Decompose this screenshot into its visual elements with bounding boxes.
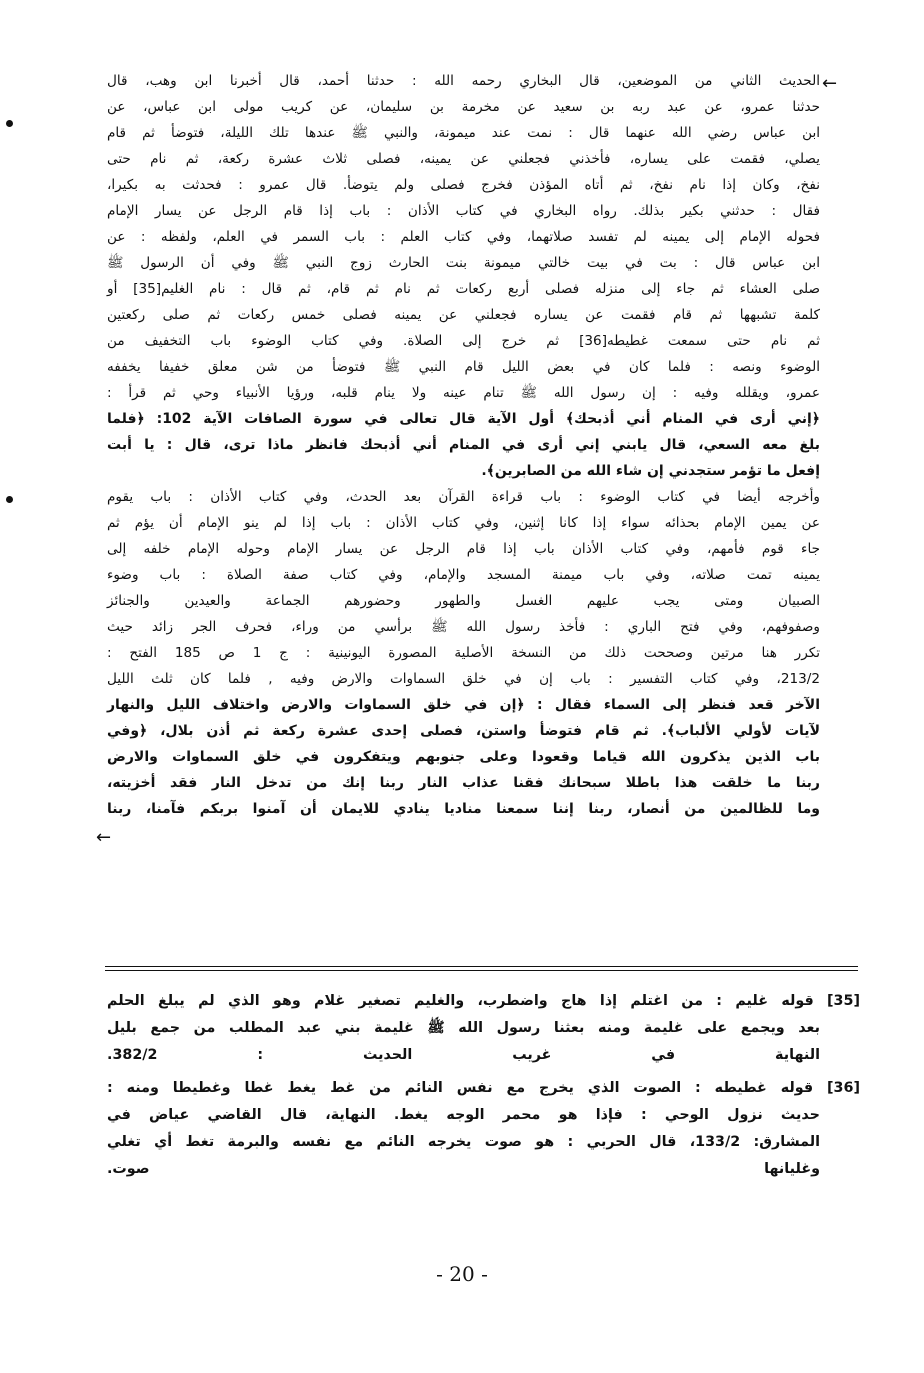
footnote-36: [36] قوله غطيطه : الصوت الذي يخرج مع نفس النائم من غط يغط غطا وغطيطا ومنه :: [107, 1080, 860, 1096]
body-line: يمينه تمت صلاته، وفي باب ميمنة المسجد والإمام، وفي كتاب صفة الصلاة : باب وضوء: [107, 567, 820, 583]
body-line: جاء قوم فأمهم، وفي كتاب الأذان باب إذا قام الرجل عن يسار الإمام وحوله الإمام خلفه إلى: [107, 541, 820, 557]
body-line: 213/2، وفي كتاب التفسير : باب إن في خلق السماوات والارض وفيه , فلما كان ثلث الليل: [107, 671, 820, 687]
quran-verse-line: بلغ معه السعي، قال يابني إني أرى في المنام أني أذبحك فانظر ماذا ترى، قال : يا أبت: [107, 437, 820, 453]
quran-verse-line: ﴿إني أرى في المنام أني أذبحك﴾ أول الآية قال تعالى في سورة الصافات الآية 102: ﴿فلما: [107, 411, 820, 427]
footnote-35: [35] قوله غليم : من اغتلم إذا هاج واضطرب، والغليم تصغير غلام وهو الذي لم يبلغ الحلم: [107, 993, 860, 1009]
body-line: صلى العشاء ثم جاء إلى منزله فصلى أربع ركعات ثم نام ثم قام، ثم قال : نام الغليم[35] أو: [107, 281, 820, 297]
body-line: ثم نام حتى سمعت غطيطه[36] ثم خرج إلى الصلاة. وفي كتاب الوضوء باب التخفيف من: [107, 333, 820, 349]
body-line: الحديث الثاني من الموضعين، قال البخاري رحمه الله : حدثنا أحمد، قال أخبرنا ابن وهب، قال: [107, 73, 820, 89]
body-line: حدثنا عمرو، عن عبد ربه بن سعيد عن مخرمة بن سليمان، عن كريب مولى ابن عباس، عن: [107, 99, 820, 115]
footnote-separator: [105, 970, 858, 971]
continuation-arrow-start: ←: [822, 73, 838, 94]
continuation-arrow-end: ←: [96, 827, 112, 848]
footnote-line: وغليانها صوت.: [107, 1161, 820, 1177]
scan-speck: [6, 496, 13, 503]
footnote-line: المشارق: 133/2، قال الحربي : هو صوت يخرجه النائم مع نفسه والبرمة تغط أي تغلي: [107, 1134, 821, 1150]
body-line: ابن عباس رضي الله عنهما قال : نمت عند ميمونة، والنبي ﷺ عندها تلك الليلة، فتوضأ ثم قام: [107, 125, 820, 141]
body-line: عمرو، ويقلله وفيه : إن رسول الله ﷺ تنام عينه ولا ينام قلبه، ورؤيا الأنبياء وحي ثم قرأ :: [107, 385, 820, 401]
body-line: فقال : حدثني بكير بذلك. رواه البخاري في كتاب الأذان : باب إذا قام الرجل عن يسار الإمام: [107, 203, 820, 219]
body-line: الوضوء ونصه : فلما كان في بعض الليل قام النبي ﷺ فتوضأ من شن معلق خفيفا يخففه: [107, 359, 820, 375]
footnote-line: حديث نزول الوحي : فإذا هو محمر الوجه يغط. النهاية، قال القاضي عياض في: [107, 1107, 820, 1123]
footnote-separator: [105, 966, 858, 967]
body-line: نفخ، وكان إذا نام نفخ، ثم أتاه المؤذن فخرج فصلى ولم يتوضأ. قال عمرو : فحدثت به بكيرا،: [107, 177, 820, 193]
footnote-line: بعد ويجمع على غليمة ومنه بعثنا رسول الله ﷺ غليمة بني عبد المطلب من جمع بليل: [107, 1020, 820, 1036]
body-line: تكرر هنا مرتين وصححت ذلك من النسخة الأصلية المصورة اليونينية : ج 1 ص 185 الفتح :: [107, 645, 820, 661]
body-line: كلمة تشبهها ثم قام فقمت عن يساره فجعلني عن يمينه فصلى خمس ركعات ثم صلى ركعتين: [107, 307, 820, 323]
footnote-line: النهاية في غريب الحديث : 382/2.: [107, 1047, 820, 1063]
quran-verse-line: ربنا ما خلقت هذا باطلا سبحانك فقنا عذاب النار ربنا إنك من تدخل النار فقد أخزيته،: [107, 775, 820, 791]
quran-verse-line: لآيات لأولي الألباب﴾. ثم قام فتوضأ واستن، فصلى إحدى عشرة ركعة ثم أذن بلال، ﴿وفي: [107, 723, 820, 739]
body-line: يصلي، فقمت على يساره، فأخذني فجعلني عن يمينه، فصلى ثلاث عشرة ركعة، ثم نام حتى: [107, 151, 820, 167]
body-line: وأخرجه أيضا في كتاب الوضوء : باب قراءة القرآن بعد الحدث، وفي كتاب الأذان : باب يقوم: [107, 489, 820, 505]
quran-verse-line: الآخر قعد فنظر إلى السماء فقال : ﴿إن في خلق السماوات والارض واختلاف الليل والنهار: [107, 697, 820, 713]
body-line: فحوله الإمام إلى يمينه لم تفسد صلاتهما، وفي كتاب العلم : باب السمر في العلم، ولفظه : عن: [107, 229, 820, 245]
page-number: - 20 -: [436, 1262, 488, 1286]
quran-verse-line: إفعل ما تؤمر ستجدني إن شاء الله من الصابرين﴾.: [481, 463, 820, 479]
scan-speck: [6, 120, 13, 127]
body-line: الصبيان ومتى يجب عليهم الغسل والطهور وحضورهم الجماعة والعيدين والجنائز: [107, 593, 820, 609]
quran-verse-line: وما للظالمين من أنصار، ربنا إننا سمعنا مناديا ينادي للايمان أن آمنوا بربكم فآمنا، ربنا: [107, 801, 820, 817]
body-line: وصفوفهم، وفي فتح الباري : فأخذ رسول الله ﷺ برأسي من وراء، فحرف الجر زائد حيث: [107, 619, 820, 635]
body-line: ابن عباس قال : بت في بيت خالتي ميمونة بنت الحارث زوج النبي ﷺ وفي أن الرسول ﷺ: [107, 255, 820, 271]
body-line: عن يمين الإمام بحذائه سواء إذا كانا إثنين، وفي كتاب الأذان : باب إذا لم ينو الإمام أن يؤم ثم: [107, 515, 820, 531]
quran-verse-line: باب الذين يذكرون الله قياما وقعودا وعلى جنوبهم ويتفكرون في خلق السماوات والارض: [107, 749, 820, 765]
